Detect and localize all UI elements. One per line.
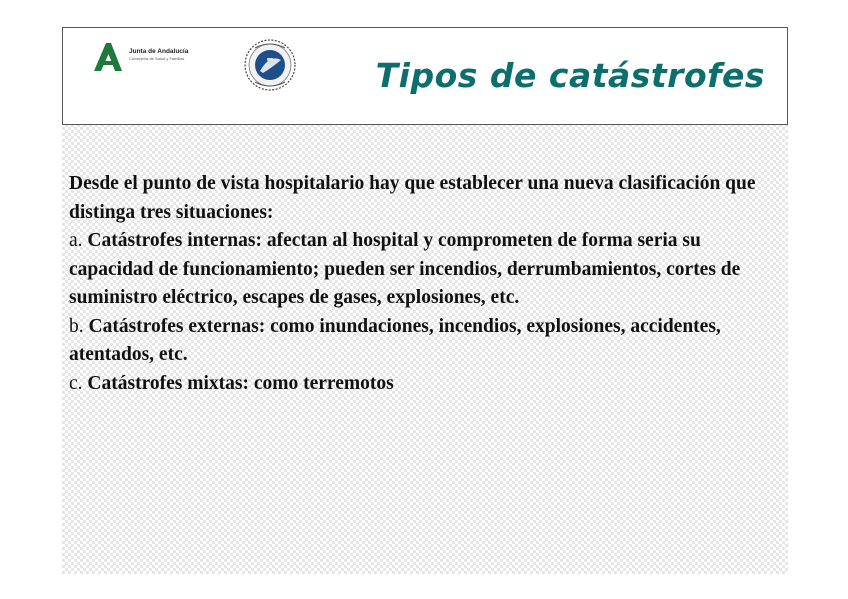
junta-name: Junta de Andalucía bbox=[129, 48, 189, 55]
junta-andalucia-logo bbox=[91, 40, 211, 76]
junta-logo-text bbox=[129, 47, 188, 62]
list-item-text: Catástrofes internas: afectan al hospital y comprometen de forma seria su capacidad de funcionamiento; pueden ser incendios, derrumbamientos, cortes de suministro eléctrico, escapes de gases, explosiones, etc. bbox=[69, 230, 741, 308]
list-item-letter: c. bbox=[69, 372, 83, 394]
list-item bbox=[69, 313, 779, 370]
list-item bbox=[69, 227, 779, 313]
slide-body bbox=[69, 170, 779, 398]
slide-title: Tipos de catástrofes bbox=[375, 56, 765, 95]
list-item-text: Catástrofes externas: como inundaciones, incendios, explosiones, accidentes, atentados, etc. bbox=[69, 315, 721, 365]
intro-paragraph: Desde el punto de vista hospitalario hay que establecer una nueva clasificación que distinga tres situaciones: bbox=[69, 173, 756, 223]
university-seal bbox=[241, 36, 299, 94]
junta-andalucia-logo-icon bbox=[91, 40, 125, 74]
university-seal-icon bbox=[241, 36, 299, 94]
slide-header bbox=[62, 27, 788, 125]
list-item-text: Catástrofes mixtas: como terremotos bbox=[82, 372, 394, 394]
list-item-letter: a. bbox=[69, 230, 83, 251]
junta-subtitle: Consejería de Salud y Familias bbox=[129, 56, 185, 61]
list-item-letter: b. bbox=[69, 315, 84, 337]
list-item bbox=[69, 370, 779, 399]
